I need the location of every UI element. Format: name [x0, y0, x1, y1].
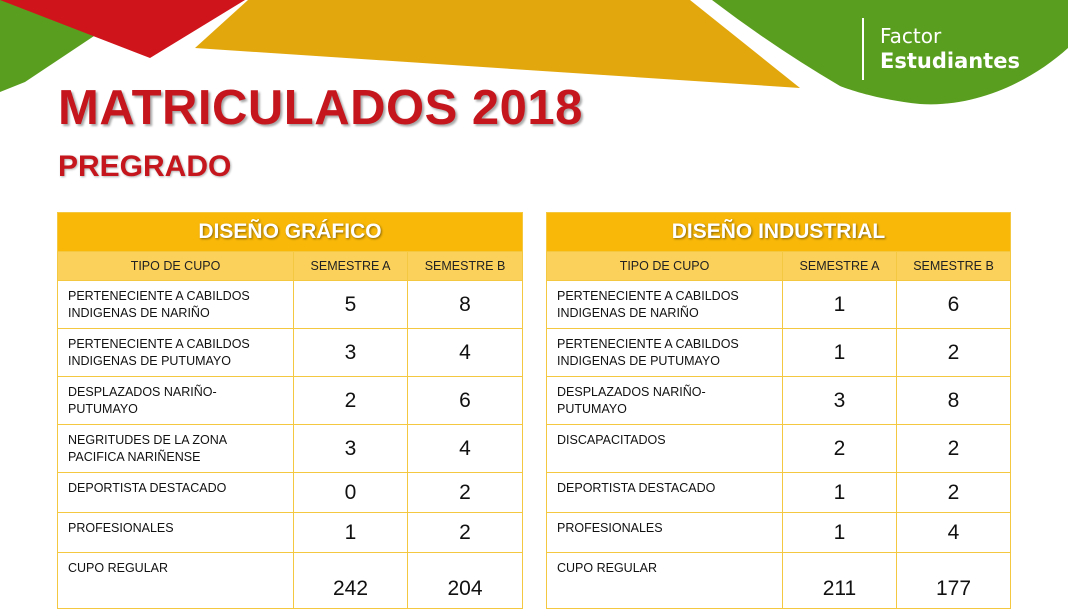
value-semestre-b: 4: [408, 329, 523, 377]
value-semestre-a: 1: [783, 513, 897, 553]
row-label: PROFESIONALES: [58, 513, 294, 553]
row-label: DISCAPACITADOS: [547, 425, 783, 473]
value-semestre-a: 242: [294, 553, 408, 609]
row-label: PROFESIONALES: [547, 513, 783, 553]
table-row: [547, 553, 1011, 609]
row-label: CUPO REGULAR: [58, 553, 294, 609]
row-label: DEPORTISTA DESTACADO: [58, 473, 294, 513]
table-row: [58, 513, 523, 553]
value-semestre-a: 1: [783, 329, 897, 377]
factor-estudiantes-logo: [862, 18, 1020, 80]
value-semestre-b: 2: [408, 473, 523, 513]
table-row: [58, 281, 523, 329]
program-header: DISEÑO GRÁFICO: [58, 213, 523, 252]
value-semestre-b: 177: [897, 553, 1011, 609]
value-semestre-b: 204: [408, 553, 523, 609]
row-label: NEGRITUDES DE LA ZONA PACIFICA NARIÑENSE: [58, 425, 294, 473]
table-row: [58, 425, 523, 473]
table-row: [547, 377, 1011, 425]
value-semestre-b: 4: [408, 425, 523, 473]
col-semestre-a: SEMESTRE A: [294, 252, 408, 281]
value-semestre-a: 211: [783, 553, 897, 609]
table-row: [547, 329, 1011, 377]
row-label: PERTENECIENTE A CABILDOS INDIGENAS DE PUTUMAYO: [58, 329, 294, 377]
program-header: DISEÑO INDUSTRIAL: [547, 213, 1011, 252]
value-semestre-a: 1: [294, 513, 408, 553]
value-semestre-b: 2: [408, 513, 523, 553]
table-row: [58, 473, 523, 513]
value-semestre-b: 8: [408, 281, 523, 329]
value-semestre-a: 2: [783, 425, 897, 473]
value-semestre-a: 2: [294, 377, 408, 425]
col-semestre-b: SEMESTRE B: [897, 252, 1011, 281]
col-semestre-a: SEMESTRE A: [783, 252, 897, 281]
row-label: PERTENECIENTE A CABILDOS INDIGENAS DE NARIÑO: [547, 281, 783, 329]
brand-line-2: Estudiantes: [880, 49, 1020, 73]
row-label: DESPLAZADOS NARIÑO-PUTUMAYO: [58, 377, 294, 425]
row-label: PERTENECIENTE A CABILDOS INDIGENAS DE NARIÑO: [58, 281, 294, 329]
value-semestre-b: 4: [897, 513, 1011, 553]
table-diseno-industrial: [546, 212, 1011, 609]
table-row: [547, 473, 1011, 513]
value-semestre-a: 3: [783, 377, 897, 425]
value-semestre-a: 1: [783, 281, 897, 329]
table-row: [58, 553, 523, 609]
value-semestre-b: 6: [408, 377, 523, 425]
value-semestre-b: 8: [897, 377, 1011, 425]
table-row: [547, 513, 1011, 553]
col-tipo-de-cupo: TIPO DE CUPO: [547, 252, 783, 281]
value-semestre-a: 5: [294, 281, 408, 329]
col-tipo-de-cupo: TIPO DE CUPO: [58, 252, 294, 281]
col-semestre-b: SEMESTRE B: [408, 252, 523, 281]
page-subtitle: PREGRADO: [58, 150, 232, 183]
column-header-row: [547, 252, 1011, 281]
value-semestre-a: 3: [294, 425, 408, 473]
value-semestre-b: 2: [897, 329, 1011, 377]
row-label: CUPO REGULAR: [547, 553, 783, 609]
value-semestre-a: 3: [294, 329, 408, 377]
table-row: [547, 425, 1011, 473]
value-semestre-b: 2: [897, 473, 1011, 513]
row-label: PERTENECIENTE A CABILDOS INDIGENAS DE PUTUMAYO: [547, 329, 783, 377]
yellow-shape: [195, 0, 800, 88]
table-diseno-grafico: [57, 212, 523, 609]
value-semestre-b: 6: [897, 281, 1011, 329]
row-label: DESPLAZADOS NARIÑO-PUTUMAYO: [547, 377, 783, 425]
value-semestre-a: 0: [294, 473, 408, 513]
row-label: DEPORTISTA DESTACADO: [547, 473, 783, 513]
brand-line-1: Factor: [880, 24, 942, 48]
table-row: [58, 329, 523, 377]
table-row: [58, 377, 523, 425]
column-header-row: [58, 252, 523, 281]
page-title: MATRICULADOS 2018: [58, 81, 583, 135]
value-semestre-b: 2: [897, 425, 1011, 473]
value-semestre-a: 1: [783, 473, 897, 513]
table-row: [547, 281, 1011, 329]
